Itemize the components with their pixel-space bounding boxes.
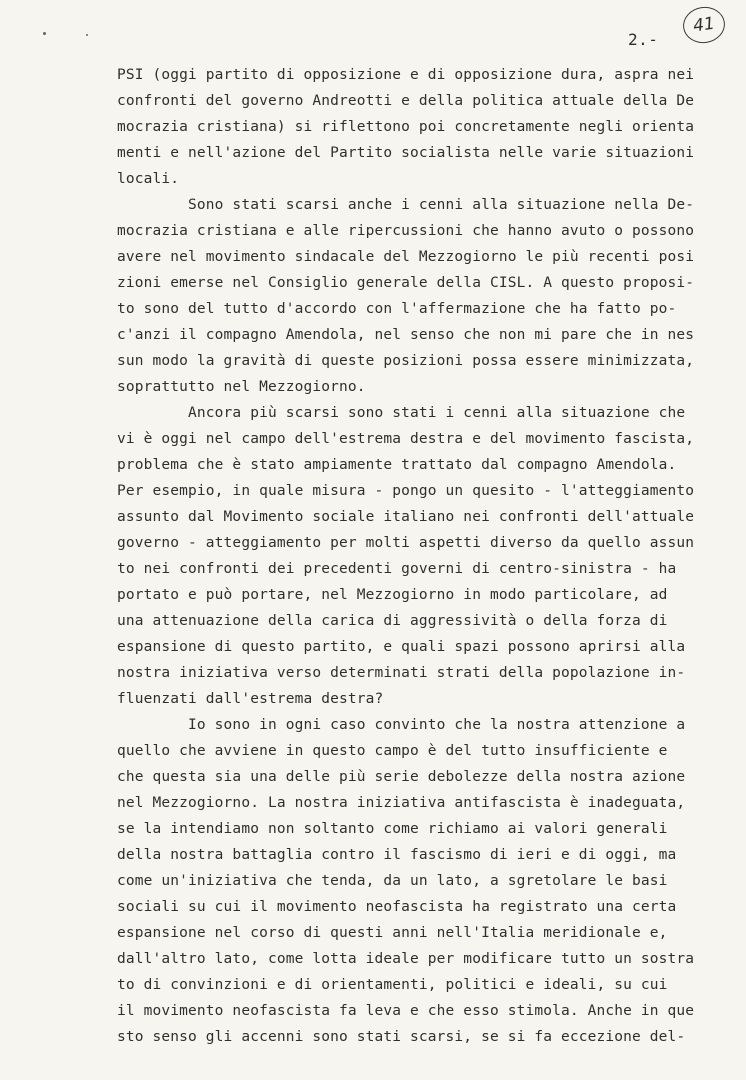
text-line: avere nel movimento sindacale del Mezzogiorno le più recenti posi — [117, 249, 695, 265]
archive-stamp: 41 — [681, 4, 728, 45]
text-line: che questa sia una delle più serie debolezze della nostra azione — [117, 769, 686, 785]
text-line: portato e può portare, nel Mezzogiorno in modo particolare, ad — [117, 587, 668, 603]
text-line: Per esempio, in quale misura - pongo un quesito - l'atteggiamento — [117, 483, 695, 499]
text-line: zioni emerse nel Consiglio generale della CISL. A questo proposi- — [117, 275, 695, 291]
text-line: Ancora più scarsi sono stati i cenni alla situazione che — [117, 405, 686, 421]
text-line: assunto dal Movimento sociale italiano nei confronti dell'attuale — [117, 509, 695, 525]
page-number: 2.- — [628, 30, 659, 49]
text-line: dall'altro lato, come lotta ideale per modificare tutto un sostra — [117, 951, 695, 967]
text-line: Sono stati scarsi anche i cenni alla situazione nella De- — [117, 197, 695, 213]
text-line: Io sono in ogni caso convinto che la nostra attenzione a — [117, 717, 686, 733]
scan-speck — [86, 34, 88, 36]
text-line: sun modo la gravità di queste posizioni possa essere minimizzata, — [117, 353, 695, 369]
text-line: PSI (oggi partito di opposizione e di opposizione dura, aspra nei — [117, 67, 695, 83]
text-line: mocrazia cristiana) si riflettono poi concretamente negli orienta — [117, 119, 695, 135]
text-line: espansione nel corso di questi anni nell'Italia meridionale e, — [117, 925, 668, 941]
text-line: vi è oggi nel campo dell'estrema destra e del movimento fascista, — [117, 431, 695, 447]
text-line: soprattutto nel Mezzogiorno. — [117, 379, 366, 395]
text-line: to nei confronti dei precedenti governi di centro-sinistra - ha — [117, 561, 677, 577]
text-line: to sono del tutto d'accordo con l'affermazione che ha fatto po- — [117, 301, 677, 317]
text-line: locali. — [117, 171, 180, 187]
text-line: fluenzati dall'estrema destra? — [117, 691, 384, 707]
text-line: nel Mezzogiorno. La nostra iniziativa antifascista è inadeguata, — [117, 795, 686, 811]
text-line: sociali su cui il movimento neofascista ha registrato una certa — [117, 899, 677, 915]
text-line: il movimento neofascista fa leva e che esso stimola. Anche in que — [117, 1003, 695, 1019]
text-line: se la intendiamo non soltanto come richiamo ai valori generali — [117, 821, 668, 837]
typed-body-text — [117, 62, 707, 1050]
scan-speck — [43, 32, 46, 35]
text-line: menti e nell'azione del Partito socialista nelle varie situazioni — [117, 145, 695, 161]
text-line: governo - atteggiamento per molti aspetti diverso da quello assun — [117, 535, 695, 551]
text-line: confronti del governo Andreotti e della politica attuale della De — [117, 93, 695, 109]
text-line: come un'iniziativa che tenda, da un lato, a sgretolare le basi — [117, 873, 668, 889]
text-line: espansione di questo partito, e quali spazi possono aprirsi alla — [117, 639, 686, 655]
text-line: sto senso gli accenni sono stati scarsi, se si fa eccezione del- — [117, 1029, 686, 1045]
text-line: c'anzi il compagno Amendola, nel senso che non mi pare che in nes — [117, 327, 695, 343]
text-line: nostra iniziativa verso determinati strati della popolazione in- — [117, 665, 686, 681]
text-line: una attenuazione della carica di aggressività o della forza di — [117, 613, 668, 629]
text-line: mocrazia cristiana e alle ripercussioni che hanno avuto o possono — [117, 223, 695, 239]
text-line: to di convinzioni e di orientamenti, politici e ideali, su cui — [117, 977, 668, 993]
text-line: della nostra battaglia contro il fascismo di ieri e di oggi, ma — [117, 847, 677, 863]
text-line: quello che avviene in questo campo è del tutto insufficiente e — [117, 743, 668, 759]
text-line: problema che è stato ampiamente trattato dal compagno Amendola. — [117, 457, 677, 473]
